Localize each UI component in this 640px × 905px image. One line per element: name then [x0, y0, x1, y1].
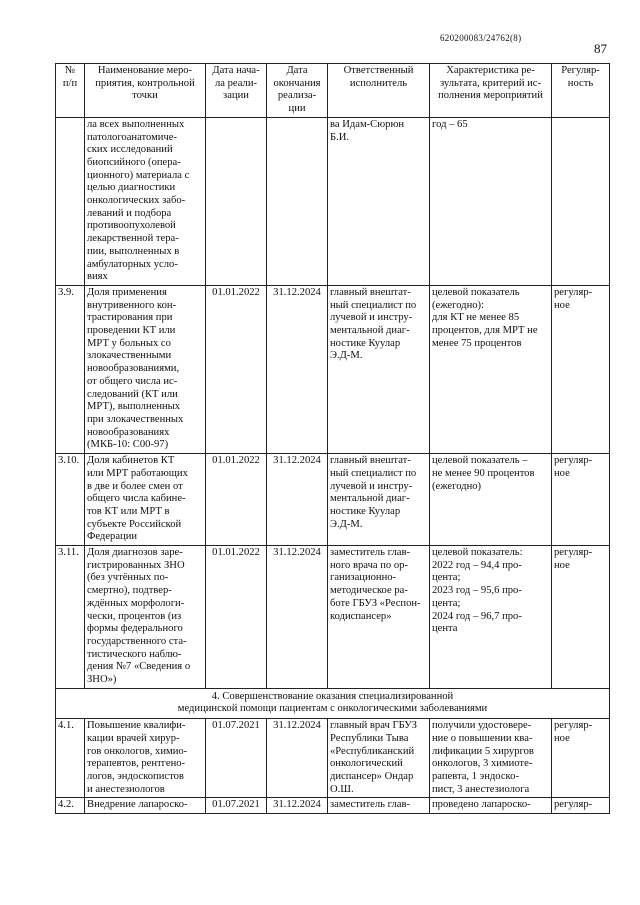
- cell-responsible: главный внештат- ный специалист по лучевой и инстру- ментальной диаг- ностике Куулар Э.Д-М.: [328, 285, 430, 453]
- cell-number: 3.9.: [56, 285, 85, 453]
- cell-name: Внедрение лапароско-: [85, 798, 206, 814]
- cell-number: 4.1.: [56, 719, 85, 798]
- cell-name: ла всех выполненных патологоанатомиче- ских исследований биопсийного (опера- ционного) материала с целью диагностики онкологических забо- леваний и подбора противоопухолевой лекарственной тера- пии, выполненных в амбулаторных усло- виях: [85, 117, 206, 285]
- cell-end-date: [267, 117, 328, 285]
- plan-table: [55, 63, 610, 814]
- cell-start-date: 01.01.2022: [206, 285, 267, 453]
- cell-number: 4.2.: [56, 798, 85, 814]
- table-row: [56, 117, 610, 285]
- table-row: [56, 285, 610, 453]
- cell-number: 3.10.: [56, 454, 85, 546]
- table-row: [56, 546, 610, 689]
- cell-start-date: [206, 117, 267, 285]
- col-header-start-date: Дата нача- ла реали- зации: [206, 64, 267, 118]
- table-row: [56, 798, 610, 814]
- cell-name: Доля кабинетов КТ или МРТ работающих в две и более смен от общего числа кабине- тов КТ или МРТ в субъекте Российской Федерации: [85, 454, 206, 546]
- cell-end-date: 31.12.2024: [267, 285, 328, 453]
- cell-responsible: главный врач ГБУЗ Республики Тыва «Республиканский онкологический диспансер» Ондар О.Ш.: [328, 719, 430, 798]
- cell-responsible: заместитель глав- ного врача по ор- ганизационно- методическое ра- боте ГБУЗ «Респон- кодиспансер»: [328, 546, 430, 689]
- cell-start-date: 01.07.2021: [206, 798, 267, 814]
- cell-number: 3.11.: [56, 546, 85, 689]
- cell-end-date: 31.12.2024: [267, 798, 328, 814]
- col-header-end-date: Дата окончания реализа- ции: [267, 64, 328, 118]
- section-header-row: [56, 688, 610, 718]
- cell-name: Доля применения внутривенного кон- трастирования при проведении КТ или МРТ у больных со злокачественными новообразованиями, от общего числа ис- следований (КТ или МРТ), выполненных при злокачественных новообразованиях (МКБ-10: С00-97): [85, 285, 206, 453]
- section-title: 4. Совершенствование оказания специализированной медицинской помощи пациентам с онкологическими заболеваниями: [56, 688, 610, 718]
- cell-result: проведено лапароско-: [430, 798, 552, 814]
- cell-regularity: регуляр- ное: [552, 285, 610, 453]
- document-id: 620200083/24762(8): [440, 33, 522, 43]
- cell-name: Доля диагнозов заре- гистрированных ЗНО (без учтённых по- смертно), подтвер- ждённых морфологи- чески, процентов (из формы федерального государственного ста- тистического наблю- дения №7 «Сведения о ЗНО»): [85, 546, 206, 689]
- page-number: 87: [594, 41, 607, 56]
- cell-result: целевой показатель (ежегодно): для КТ не менее 85 процентов, для МРТ не менее 75 процентов: [430, 285, 552, 453]
- cell-number: [56, 117, 85, 285]
- cell-regularity: регуляр- ное: [552, 719, 610, 798]
- cell-result: год – 65: [430, 117, 552, 285]
- col-header-regularity: Регуляр- ность: [552, 64, 610, 118]
- cell-regularity: регуляр-: [552, 798, 610, 814]
- cell-start-date: 01.07.2021: [206, 719, 267, 798]
- cell-result: целевой показатель: 2022 год – 94,4 про- цента; 2023 год – 95,6 про- цента; 2024 год – 96,7 про- цента: [430, 546, 552, 689]
- table-row: [56, 454, 610, 546]
- cell-responsible: заместитель глав-: [328, 798, 430, 814]
- cell-responsible: главный внештат- ный специалист по лучевой и инстру- ментальной диаг- ностике Куулар Э.Д-М.: [328, 454, 430, 546]
- col-header-number: № п/п: [56, 64, 85, 118]
- cell-regularity: [552, 117, 610, 285]
- cell-start-date: 01.01.2022: [206, 546, 267, 689]
- col-header-result: Характеристика ре- зультата, критерий ис- полнения мероприятий: [430, 64, 552, 118]
- cell-name: Повышение квалифи- кации врачей хирур- гов онкологов, химио- терапевтов, рентгено- логов, эндоскопистов и анестезиологов: [85, 719, 206, 798]
- col-header-name: Наименование меро- приятия, контрольной точки: [85, 64, 206, 118]
- cell-regularity: регуляр- ное: [552, 546, 610, 689]
- cell-end-date: 31.12.2024: [267, 546, 328, 689]
- cell-result: целевой показатель – не менее 90 процентов (ежегодно): [430, 454, 552, 546]
- cell-responsible: ва Идам-Сюрюн Б.И.: [328, 117, 430, 285]
- cell-start-date: 01.01.2022: [206, 454, 267, 546]
- table-row: [56, 719, 610, 798]
- cell-end-date: 31.12.2024: [267, 454, 328, 546]
- col-header-responsible: Ответственный исполнитель: [328, 64, 430, 118]
- cell-regularity: регуляр- ное: [552, 454, 610, 546]
- table-header-row: [56, 64, 610, 118]
- cell-end-date: 31.12.2024: [267, 719, 328, 798]
- cell-result: получили удостовере- ние о повышении ква- лификации 5 хирургов онкологов, 3 химиоте- рапевта, 1 эндоско- пист, 3 анестезиолога: [430, 719, 552, 798]
